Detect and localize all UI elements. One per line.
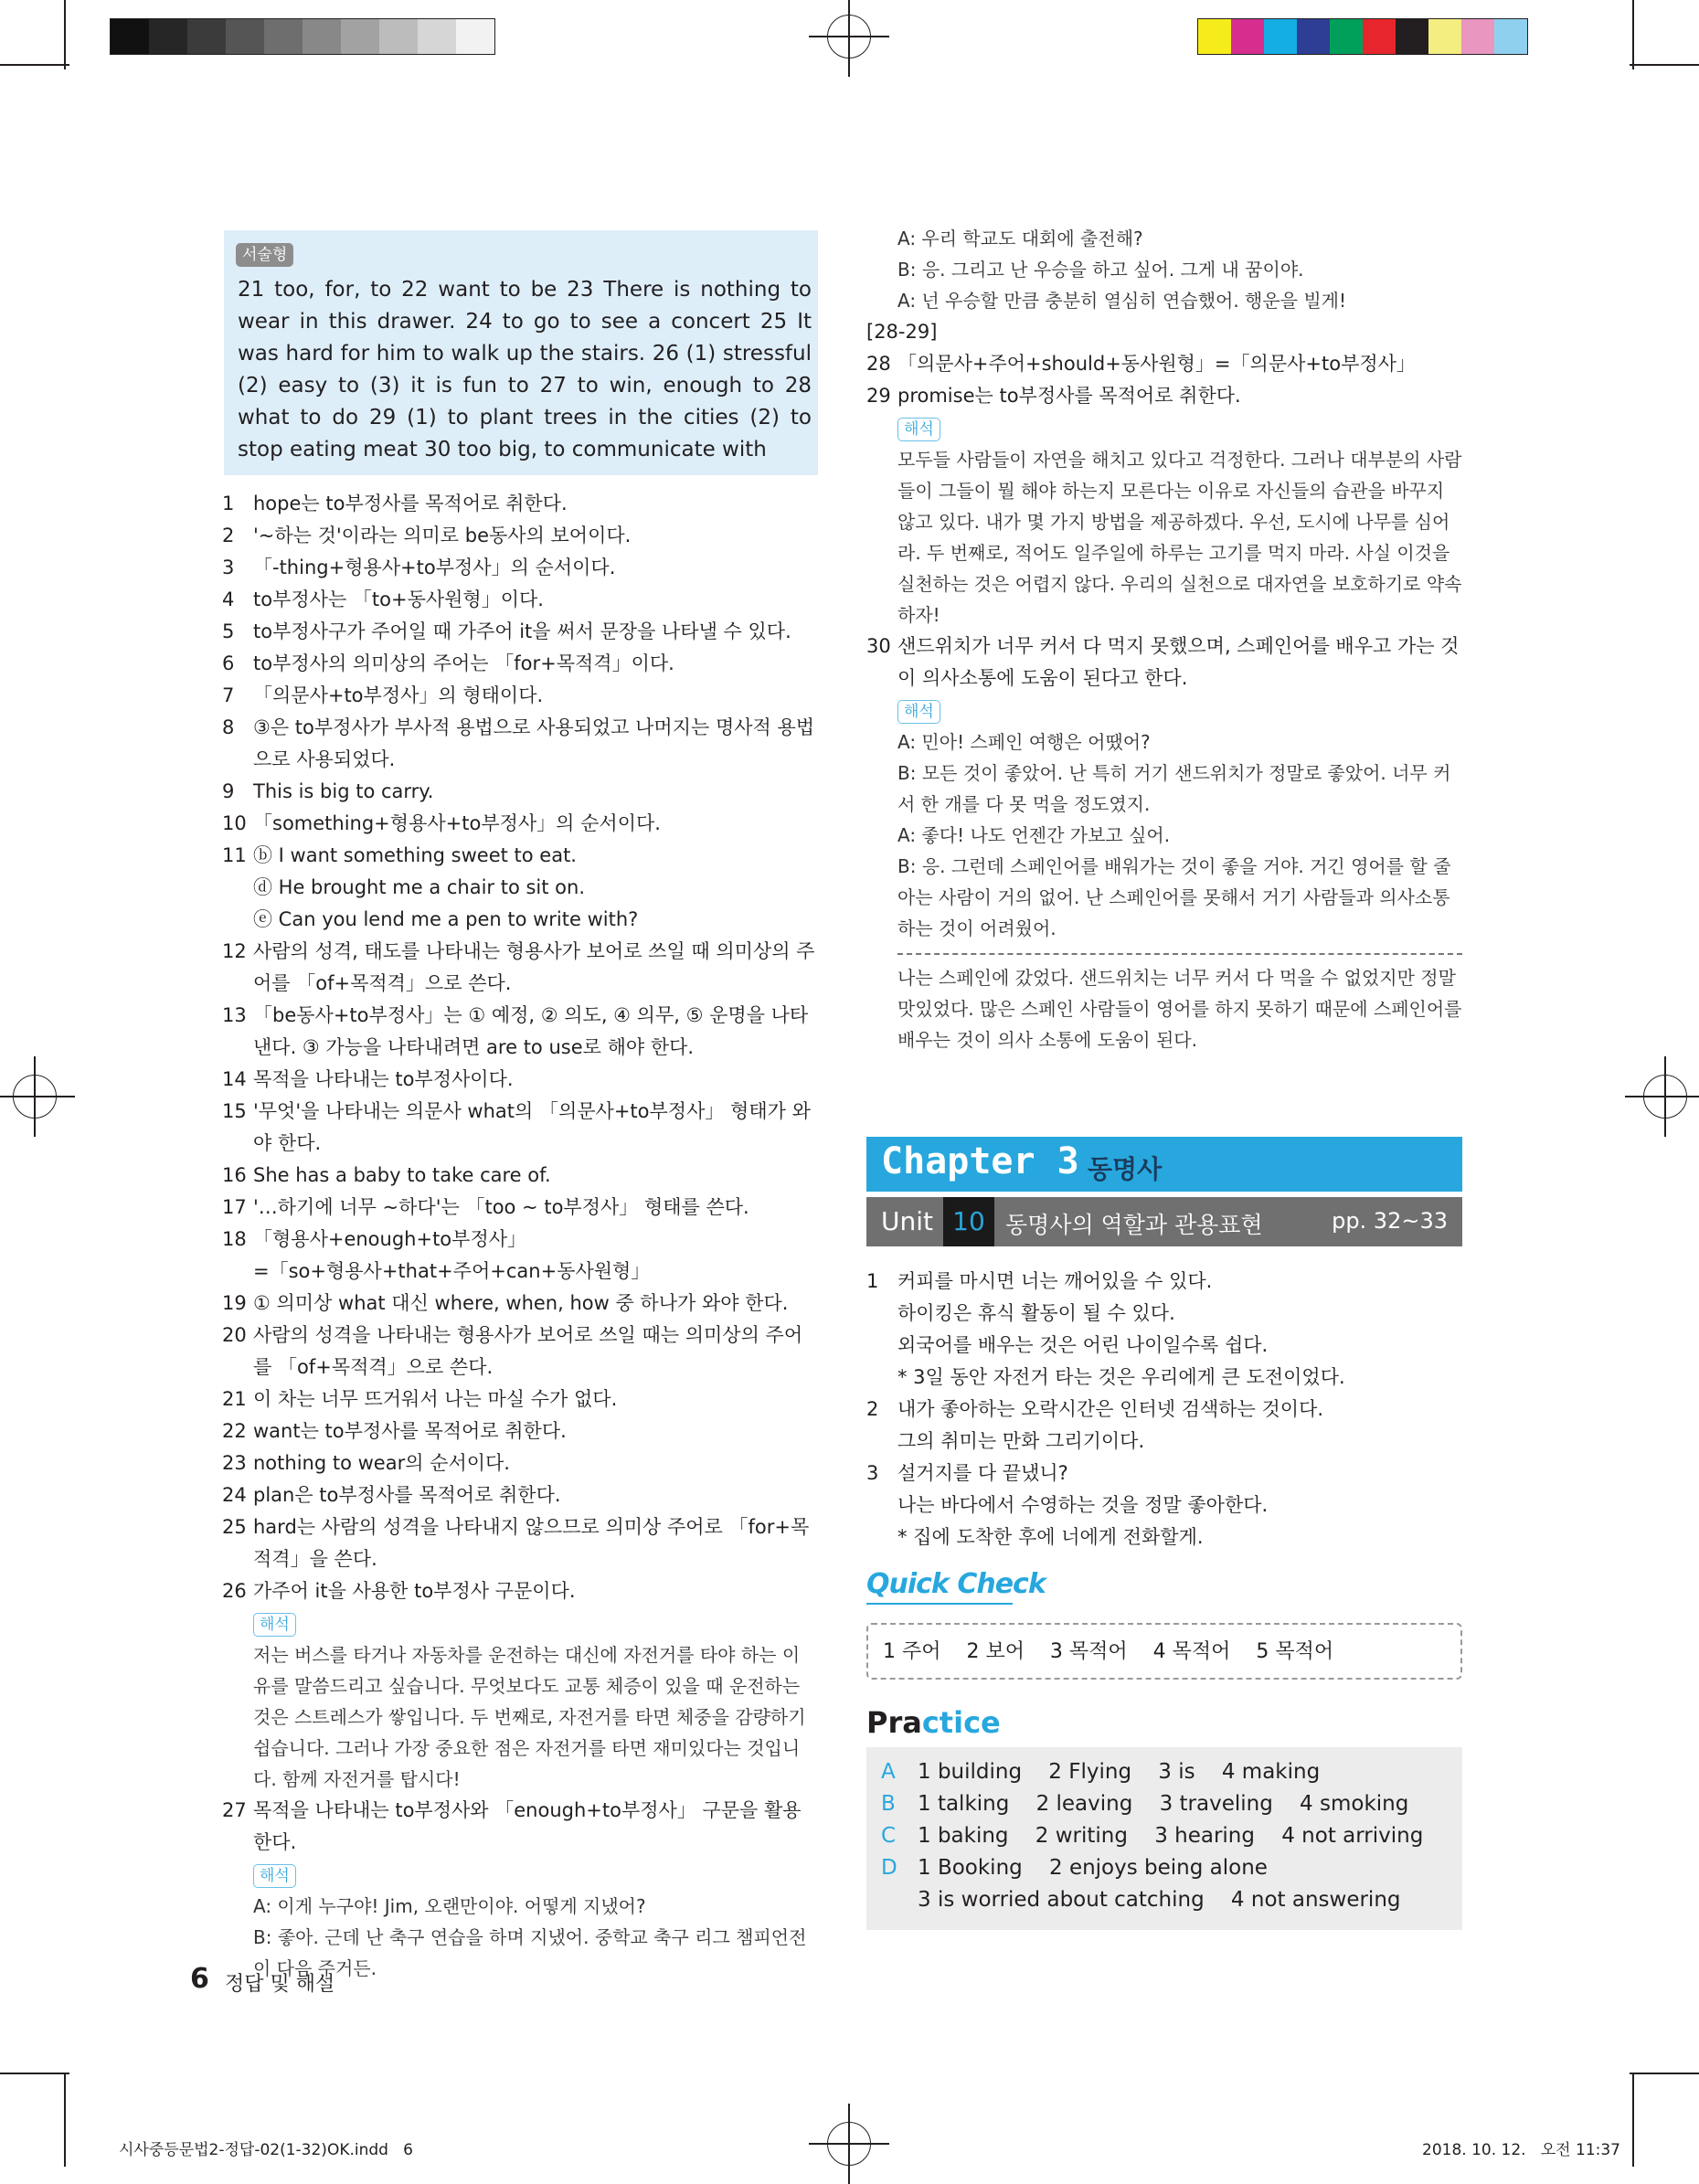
- dialog-line: B: 응. 그리고 난 우승을 하고 싶어. 그게 내 꿈이야.: [897, 259, 1304, 281]
- color-swatch: [187, 19, 226, 54]
- item-number: 5: [222, 620, 235, 642]
- color-swatch: [418, 19, 456, 54]
- color-swatch: [264, 19, 303, 54]
- answer-item: [222, 552, 816, 584]
- answer-item: [222, 1320, 816, 1384]
- item26-translation: 저는 버스를 타거나 자동차를 운전하는 대신에 자전거를 타야 하는 이유를 말씀드리고 싶습니다. 무엇보다도 교통 체증이 있을 때 운전하는 것은 스트레스가 쌓입니다. 두 번째로, 자전거를 타면 체중을 감량하기 쉽습니다. 그러나 가장 중요한 점은 자전거를 타면 재미있다는 것입니다. 함께 자전거를 탑시다!: [253, 1644, 806, 1790]
- item-text: 그의 취미는 만화 그리기이다.: [897, 1430, 1145, 1452]
- registration-mark: [822, 9, 876, 64]
- translation-tag: 해석: [897, 418, 940, 441]
- item-text: plan은 to부정사를 목적어로 취한다.: [253, 1484, 561, 1506]
- item-text: to부정사의 의미상의 주어는 「for+목적격」이다.: [253, 652, 674, 674]
- unit-answers: [866, 1266, 1462, 1553]
- item-number: 8: [222, 716, 235, 738]
- answer-item: [222, 1447, 816, 1479]
- item-text: 「be동사+to부정사」는 ① 예정, ② 의도, ④ 의무, ⑤ 운명을 나타낸다. ③ 가능을 나타내려면 are to use로 해야 한다.: [253, 1004, 809, 1058]
- crop-mark: [1632, 2073, 1634, 2167]
- item-text: '~하는 것'이라는 의미로 be동사의 보어이다.: [253, 525, 632, 546]
- item-number: 11: [222, 844, 247, 866]
- answer-item-29: 29 promise는 to부정사를 목적어로 취한다.: [866, 385, 1241, 407]
- unit-answer-line: [866, 1490, 1462, 1521]
- item-text: to부정사는 「to+동사원형」이다.: [253, 588, 544, 610]
- item-text: 커피를 마시면 너는 깨어있을 수 있다.: [897, 1270, 1213, 1292]
- item-text: ① 의미상 what 대신 where, when, how 중 하나가 와야 한다.: [253, 1292, 789, 1314]
- answer-item: [222, 1160, 816, 1192]
- chapter-label: Chapter 3: [881, 1140, 1079, 1182]
- color-swatch: [456, 19, 494, 54]
- crop-mark: [1632, 0, 1634, 69]
- item-number: 9: [222, 780, 235, 802]
- item-text: '무엇'을 나타내는 의문사 what의 「의문사+to부정사」 형태가 와야 한다.: [253, 1100, 811, 1154]
- practice-answers: 1 talking 2 leaving 3 traveling 4 smoking: [918, 1792, 1409, 1816]
- unit-answer-line: [866, 1330, 1462, 1362]
- right-column: [866, 223, 1462, 1055]
- registration-mark: [1638, 1069, 1693, 1124]
- registration-mark: [822, 2116, 876, 2171]
- crop-mark: [64, 0, 66, 69]
- item-number: 16: [222, 1164, 247, 1186]
- color-swatch: [379, 19, 418, 54]
- unit-answer-line: [866, 1266, 1462, 1298]
- item-number: 21: [222, 1388, 247, 1410]
- unit-answer-line: [866, 1362, 1462, 1394]
- color-swatch: [1198, 19, 1231, 54]
- chapter-title: 동명사: [1088, 1154, 1163, 1184]
- item-number: 23: [222, 1452, 247, 1474]
- practice-box: [866, 1747, 1462, 1930]
- crop-mark: [64, 2073, 66, 2167]
- color-swatches: [1197, 18, 1528, 55]
- item-text: * 집에 도착한 후에 너에게 전화할게.: [897, 1526, 1204, 1548]
- practice-row: [881, 1884, 1423, 1916]
- item-text: 목적을 나타내는 to부정사이다.: [253, 1068, 514, 1090]
- translation-tag: 해석: [897, 700, 940, 724]
- unit-header: [866, 1197, 1462, 1246]
- item-text: 설거지를 다 끝냈니?: [897, 1462, 1068, 1484]
- page-number: 6: [190, 1963, 209, 1995]
- unit-answer-line: [866, 1298, 1462, 1330]
- item-text: ⓔ Can you lend me a pen to write with?: [253, 908, 639, 930]
- practice-letter: C: [881, 1824, 897, 1848]
- item-number: 4: [222, 588, 235, 610]
- item-number: 19: [222, 1292, 247, 1314]
- answer-item: [222, 648, 816, 680]
- practice-answers: 1 baking 2 writing 3 hearing 4 not arriving: [918, 1824, 1424, 1848]
- item-text: hard는 사람의 성격을 나타내지 않으므로 의미상 주어로 「for+목적격」을 쓴다.: [253, 1516, 810, 1570]
- practice-row: [881, 1852, 1423, 1884]
- color-swatch: [111, 19, 149, 54]
- item-number: 24: [222, 1484, 247, 1506]
- item-number: 12: [222, 940, 247, 962]
- chapter-header: [866, 1137, 1462, 1192]
- item-text: 사람의 성격, 태도를 나타내는 형용사가 보어로 쓰일 때 의미상의 주어를 「of+목적격」으로 쓴다.: [253, 940, 815, 994]
- item-text: 가주어 it을 사용한 to부정사 구문이다.: [253, 1580, 576, 1602]
- answer-item-30: 30 샌드위치가 너무 커서 다 먹지 못했으며, 스페인어를 배우고 가는 것이 의사소통에 도움이 된다고 한다.: [866, 635, 1460, 689]
- practice-row: [881, 1788, 1423, 1820]
- answer-item: [222, 808, 816, 840]
- item29-translation: 모두들 사람들이 자연을 해치고 있다고 걱정한다. 그러나 대부분의 사람들이 그들이 뭘 해야 하는지 모른다는 이유로 자신들의 습관을 바꾸지 않고 있다. 내가 몇 가지 방법을 제공하겠다. 우선, 도시에 나무를 심어라. 두 번째로, 적어도 일주일에 하루는 고기를 먹지 마라. 사실 이것을 실천하는 것은 어렵지 않다. 우리의 실천으로 대자연을 보호하기로 약속하자!: [897, 449, 1462, 626]
- dialog-line: A: 우리 학교도 대회에 출전해?: [897, 228, 1143, 249]
- crop-mark: [0, 2073, 69, 2074]
- item-text: 「something+형용사+to부정사」의 순서이다.: [253, 812, 661, 834]
- color-swatch: [1396, 19, 1428, 54]
- slug-left: 시사중등문법2-정답-02(1-32)OK.indd 6: [119, 2141, 413, 2159]
- answer-item: [222, 680, 816, 712]
- color-swatch: [1264, 19, 1297, 54]
- item-text: 「-thing+형용사+to부정사」의 순서이다.: [253, 557, 616, 578]
- quick-check-underline: [866, 1603, 1013, 1605]
- dashed-divider: [897, 953, 1462, 955]
- item-text: 사람의 성격을 나타내는 형용사가 보어로 쓰일 때는 의미상의 주어를 「of+목적격」으로 쓴다.: [253, 1324, 803, 1378]
- essay-tag: 서술형: [236, 243, 293, 267]
- translation-tag: 해석: [253, 1613, 296, 1637]
- registration-mark: [7, 1069, 62, 1124]
- color-swatch: [1428, 19, 1461, 54]
- item-number: 20: [222, 1324, 247, 1346]
- item30-summary: 나는 스페인에 갔었다. 샌드위치는 너무 커서 다 먹을 수 없었지만 정말 맛있었다. 많은 스페인 사람들이 영어를 하지 못하기 때문에 스페인어를 배우는 것이 의사 소통에 도움이 된다.: [897, 967, 1462, 1051]
- answer-item: [222, 1096, 816, 1160]
- unit-answer-line: [866, 1394, 1462, 1426]
- color-swatch: [1461, 19, 1494, 54]
- item-number: 3: [222, 557, 235, 578]
- item-number: 15: [222, 1100, 247, 1122]
- answer-item: [222, 1415, 816, 1447]
- dialog-line: B: 좋아. 근데 난 축구 연습을 하며 지냈어. 중학교 축구 리그 챔피언전이 다음 주거든.: [253, 1926, 807, 1979]
- answer-item: [222, 776, 816, 808]
- item-number: 2: [222, 525, 235, 546]
- color-swatch: [303, 19, 341, 54]
- item-number: 18: [222, 1228, 247, 1250]
- item-text: =「so+형용사+that+주어+can+동사원형」: [253, 1260, 651, 1282]
- range-label: [28-29]: [866, 321, 938, 343]
- quick-check-box: [866, 1623, 1462, 1680]
- color-swatch: [1231, 19, 1264, 54]
- item-text: 나는 바다에서 수영하는 것을 정말 좋아한다.: [897, 1494, 1269, 1516]
- practice-row: [881, 1756, 1423, 1788]
- answer-item: [222, 1224, 816, 1256]
- item-text: ⓓ He brought me a chair to sit on.: [253, 876, 586, 898]
- practice-answers: 1 Booking 2 enjoys being alone: [918, 1856, 1268, 1880]
- gray-swatches: [110, 18, 495, 55]
- item30-dialog: [866, 726, 1462, 944]
- item-text: She has a baby to take care of.: [253, 1164, 551, 1186]
- item-text: 이 차는 너무 뜨거워서 나는 마실 수가 없다.: [253, 1388, 618, 1410]
- color-swatch: [1363, 19, 1396, 54]
- item-number: 22: [222, 1420, 247, 1442]
- practice-letter: A: [881, 1760, 896, 1784]
- item-text: want는 to부정사를 목적어로 취한다.: [253, 1420, 567, 1442]
- item-number: 13: [222, 1004, 247, 1026]
- item-number: 17: [222, 1196, 247, 1218]
- item-text: 하이킹은 휴식 활동이 될 수 있다.: [897, 1302, 1175, 1324]
- answer-item: [222, 1256, 816, 1288]
- color-swatch: [1494, 19, 1527, 54]
- item-number: 25: [222, 1516, 247, 1538]
- item-text: nothing to wear의 순서이다.: [253, 1452, 510, 1474]
- item-text: '…하기에 너무 ~하다'는 「too ~ to부정사」 형태를 쓴다.: [253, 1196, 749, 1218]
- item-text: to부정사구가 주어일 때 가주어 it을 써서 문장을 나타낼 수 있다.: [253, 620, 791, 642]
- left-column: [222, 488, 816, 1984]
- practice-title: Practice: [866, 1705, 1001, 1740]
- dialog-line: A: 넌 우승할 만큼 충분히 열심히 연습했어. 행운을 빌게!: [897, 290, 1347, 312]
- item-text: This is big to carry.: [253, 780, 434, 802]
- unit-pages: pp. 32~33: [1332, 1208, 1448, 1234]
- answer-summary-text: 21 too, for, to 22 want to be 23 There is nothing to wear in this drawer. 24 to go to see a concert 25 It was hard for him to walk up the stairs. 26 (1) stressful (2) easy to (3) it is fun to 27 to win, enough to 28 what to do 29 (1) to plant trees in the cities (2) to stop eating meat 30 too big, to communicate with: [238, 278, 812, 461]
- unit-label: Unit: [881, 1206, 933, 1236]
- item-text: 외국어를 배우는 것은 어린 나이일수록 쉽다.: [897, 1334, 1269, 1356]
- item-number: 2: [866, 1398, 879, 1420]
- dialog-line: A: 이게 누구야! Jim, 오랜만이야. 어떻게 지냈어?: [253, 1895, 646, 1917]
- answer-item: [222, 1511, 816, 1575]
- answer-item: [222, 840, 816, 872]
- practice-letter: B: [881, 1792, 896, 1816]
- practice-letter: D: [881, 1856, 897, 1880]
- item-number: 1: [866, 1270, 879, 1292]
- answer-item: [222, 1384, 816, 1415]
- dialog-line: B: 응. 그런데 스페인어를 배워가는 것이 좋을 거야. 거긴 영어를 할 줄 아는 사람이 거의 없어. 난 스페인어를 못해서 거기 사람들과 의사소통하는 것이 어려웠어.: [897, 855, 1451, 939]
- answer-item: [222, 616, 816, 648]
- practice-answers: 1 building 2 Flying 3 is 4 making: [918, 1760, 1321, 1784]
- answer-item-28: 28 「의문사+주어+should+동사원형」=「의문사+to부정사」: [866, 353, 1416, 375]
- crop-mark: [1630, 64, 1699, 66]
- quick-check-title: Quick Check: [866, 1568, 1046, 1600]
- translation-tag: 해석: [253, 1864, 296, 1888]
- item-number: 3: [866, 1462, 879, 1484]
- answer-item: [222, 1575, 816, 1607]
- answer-item: [222, 936, 816, 1000]
- answer-item: [222, 1479, 816, 1511]
- practice-row: [881, 1820, 1423, 1852]
- item-number: 10: [222, 812, 247, 834]
- item-number: 26: [222, 1580, 247, 1602]
- answer-item: [222, 520, 816, 552]
- dialog-line: A: 좋다! 나도 언젠간 가보고 싶어.: [897, 824, 1171, 846]
- item-text: 내가 좋아하는 오락시간은 인터넷 검색하는 것이다.: [897, 1398, 1324, 1420]
- unit-number: 10: [943, 1197, 994, 1246]
- item-text: ⓑ I want something sweet to eat.: [253, 844, 577, 866]
- answer-item: [222, 904, 816, 936]
- item-number: 1: [222, 493, 235, 514]
- dialog-line: A: 민아! 스페인 여행은 어땠어?: [897, 731, 1151, 753]
- answer-item-27: 27 목적을 나타내는 to부정사와 「enough+to부정사」 구문을 활용한다.: [222, 1799, 802, 1853]
- item-number: 6: [222, 652, 235, 674]
- item-text: 「의문사+to부정사」의 형태이다.: [253, 684, 544, 706]
- answer-item: [222, 872, 816, 904]
- item-text: 「형용사+enough+to부정사」: [253, 1228, 527, 1250]
- color-swatch: [1297, 19, 1330, 54]
- footer-label: 정답 및 해설: [225, 1973, 335, 1996]
- item-number: 7: [222, 684, 235, 706]
- color-swatch: [226, 19, 264, 54]
- practice-answers: 3 is worried about catching 4 not answering: [918, 1888, 1401, 1912]
- color-swatch: [1330, 19, 1363, 54]
- unit-answer-line: [866, 1458, 1462, 1490]
- answer-item: [222, 1064, 816, 1096]
- item-text: * 3일 동안 자전거 타는 것은 우리에게 큰 도전이었다.: [897, 1366, 1345, 1388]
- unit-answer-line: [866, 1426, 1462, 1458]
- slug-right: 2018. 10. 12. 오전 11:37: [1422, 2141, 1620, 2159]
- answer-item: [222, 1288, 816, 1320]
- answer-item: [222, 584, 816, 616]
- answer-item: [222, 1192, 816, 1224]
- color-swatch: [149, 19, 187, 54]
- crop-mark: [1630, 2073, 1699, 2074]
- quick-check-answers: 1 주어 2 보어 3 목적어 4 목적어 5 목적어: [883, 1640, 1334, 1663]
- dialog-continued: [866, 223, 1462, 316]
- answer-item: [222, 488, 816, 520]
- color-swatch: [341, 19, 379, 54]
- answer-item: [222, 1000, 816, 1064]
- crop-mark: [0, 64, 69, 66]
- dialog-line: B: 모든 것이 좋았어. 난 특히 거기 샌드위치가 정말로 좋았어. 너무 커서 한 개를 다 못 먹을 정도였지.: [897, 762, 1451, 815]
- unit-answer-line: [866, 1521, 1462, 1553]
- item-number: 14: [222, 1068, 247, 1090]
- answer-item: [222, 712, 816, 776]
- unit-title: 동명사의 역할과 관용표현: [1005, 1212, 1263, 1238]
- item-text: ③은 to부정사가 부사적 용법으로 사용되었고 나머지는 명사적 용법으로 사용되었다.: [253, 716, 815, 770]
- item-text: hope는 to부정사를 목적어로 취한다.: [253, 493, 568, 514]
